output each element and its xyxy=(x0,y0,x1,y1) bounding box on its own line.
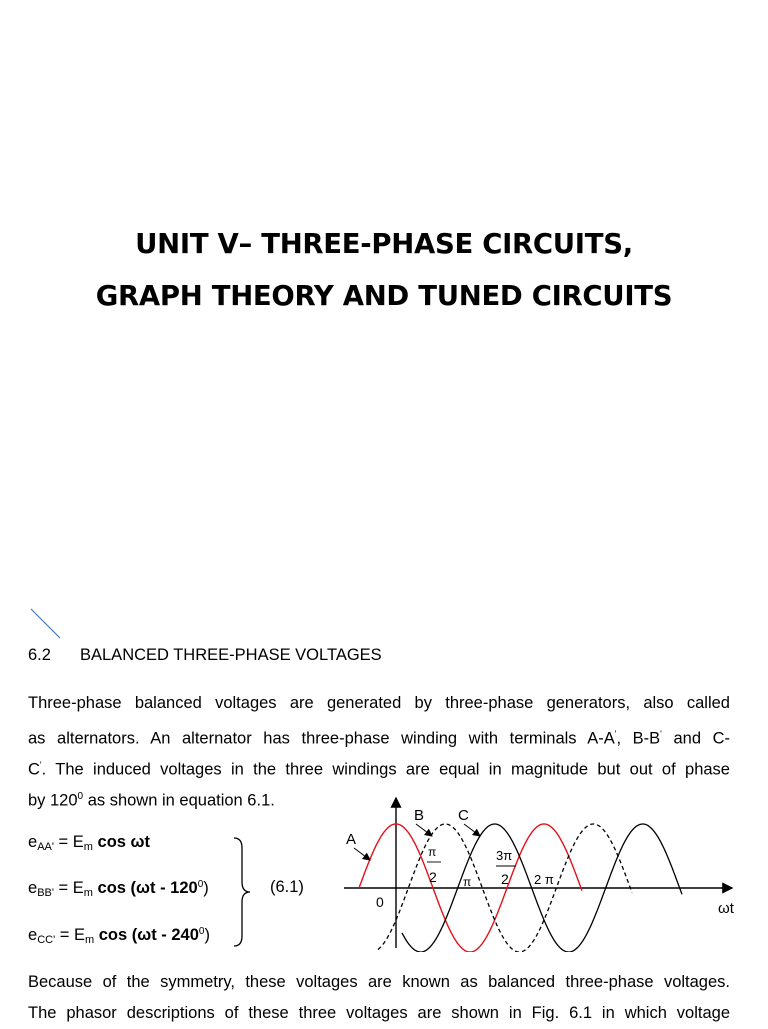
tick-2pi: 2 π xyxy=(534,872,554,887)
para-line: The phasor descriptions of these three voltages are shown in Fig. 6.1 in which voltage xyxy=(28,1004,730,1022)
equation-number: (6.1) xyxy=(270,878,304,896)
para-line: as alternators. An alternator has three-phase winding with terminals A-A', B-B' and C- xyxy=(28,729,730,748)
arrow-c xyxy=(464,824,480,836)
arrow-b xyxy=(416,824,432,836)
equation-eaa: $e_{AA'} = E_m$ cos ωt xyxy=(28,833,150,853)
three-phase-waveform-graph xyxy=(340,792,740,952)
origin-label: 0 xyxy=(376,894,384,910)
section-number: 6.2 xyxy=(28,646,51,664)
section-title: BALANCED THREE-PHASE VOLTAGES xyxy=(80,646,382,664)
para-line: Three-phase balanced voltages are generated by three-phase generators, also called xyxy=(28,694,730,712)
title-line-1: UNIT V– THREE-PHASE CIRCUITS, xyxy=(135,228,633,260)
axis-label: ωt xyxy=(718,900,734,917)
tick-3pi-half-den: 2 xyxy=(501,871,509,887)
equation-ecc: $e_{CC'} = E_m$ $\cos (\omega t - 240^0)$ xyxy=(28,926,210,946)
para-line: by $120^0$ as shown in equation 6.1. xyxy=(28,791,275,810)
label-a: A xyxy=(346,831,357,848)
decorative-line xyxy=(28,606,64,642)
tick-pi-half-num: π xyxy=(428,845,437,859)
para-line: C'. The induced voltages in the three windings are equal in magnitude but out of phase xyxy=(28,760,730,779)
tick-3pi-half-num: 3π xyxy=(496,848,513,863)
document-title xyxy=(0,218,768,322)
tick-pi-half-den: 2 xyxy=(429,869,437,885)
label-c: C xyxy=(458,807,469,824)
tick-pi: π xyxy=(463,875,472,889)
label-b: B xyxy=(414,807,425,824)
title-line-2: GRAPH THEORY AND TUNED CIRCUITS xyxy=(95,280,673,312)
paragraph-symmetry xyxy=(28,967,730,1029)
curly-brace xyxy=(232,836,256,948)
para-line: Because of the symmetry, these voltages are known as balanced three-phase voltages. xyxy=(28,973,730,991)
section-heading xyxy=(28,646,382,665)
arrow-a xyxy=(354,848,370,860)
equation-ebb: $e_{BB'} = E_m$ $\cos (\omega t - 120^0)$ xyxy=(28,879,209,899)
